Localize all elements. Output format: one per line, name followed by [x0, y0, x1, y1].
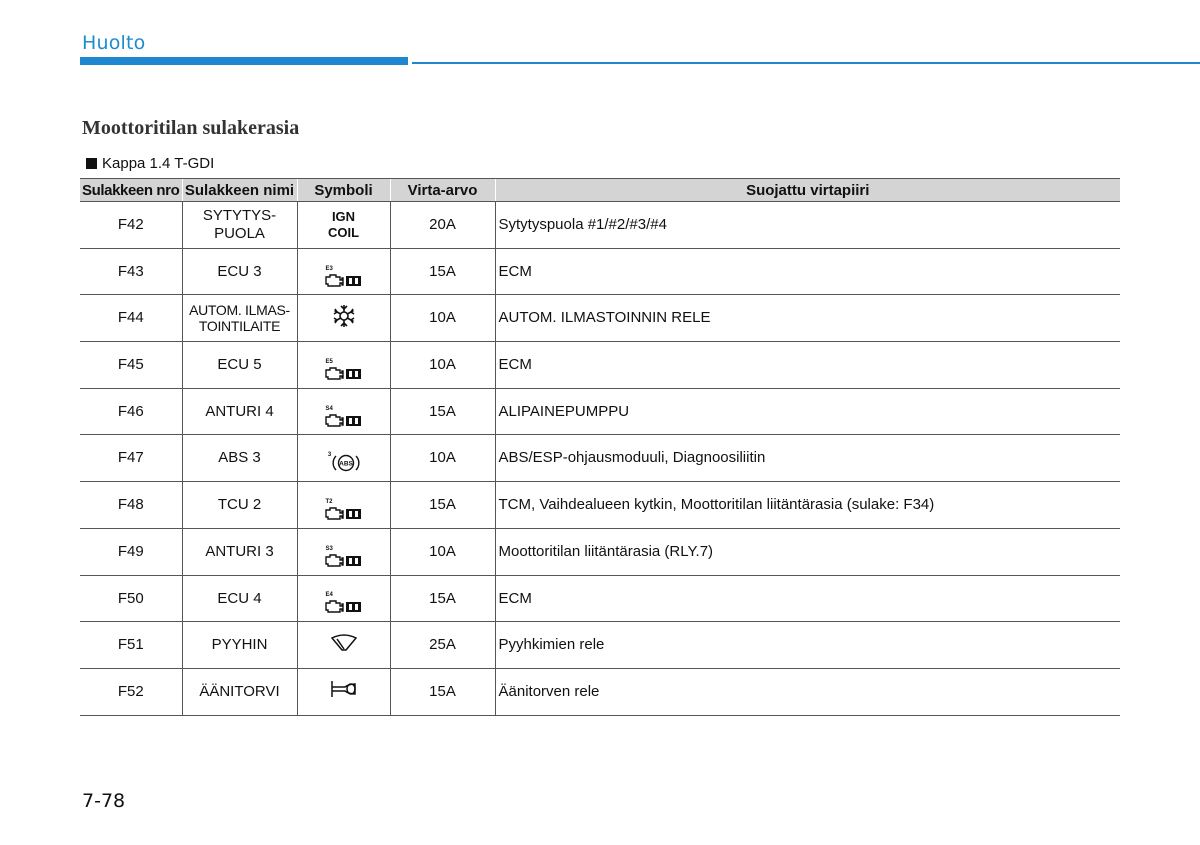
- fuse-rating: 15A: [390, 575, 495, 622]
- fuse-name: ECU 5: [182, 342, 297, 389]
- fuse-name: ANTURI 3: [182, 528, 297, 575]
- fuse-name: ABS 3: [182, 435, 297, 482]
- fuse-rating: 15A: [390, 482, 495, 529]
- header-rule-thick: [80, 57, 408, 65]
- fuse-rating: 15A: [390, 388, 495, 435]
- fuse-number: F48: [80, 482, 182, 529]
- engine-ecu-icon: [324, 546, 364, 567]
- fuse-symbol: [297, 388, 390, 435]
- fuse-name-line: SYTYTYS-: [202, 207, 277, 225]
- fuse-rating: 10A: [390, 342, 495, 389]
- fuse-rating: 10A: [390, 435, 495, 482]
- fuse-rating: 15A: [390, 668, 495, 715]
- fuse-circuit: TCM, Vaihdealueen kytkin, Moottoritilan liitäntärasia (sulake: F34): [495, 482, 1120, 529]
- abs-text: ABS: [339, 460, 354, 468]
- fuse-table: [80, 178, 1120, 716]
- symbol-label: S4: [325, 405, 333, 412]
- ign-coil-icon: [328, 209, 359, 242]
- fuse-symbol: [297, 622, 390, 669]
- fuse-number: F46: [80, 388, 182, 435]
- engine-ecu-icon: [324, 266, 364, 287]
- wiper-icon: [330, 633, 358, 653]
- ign-coil-text: IGN: [331, 209, 356, 225]
- symbol-label: E4: [325, 592, 333, 599]
- table-row: [80, 622, 1120, 669]
- fuse-number: F44: [80, 295, 182, 342]
- table-row: [80, 248, 1120, 295]
- engine-ecu-icon: [324, 359, 364, 380]
- fuse-name: PYYHIN: [182, 622, 297, 669]
- engine-ecu-icon: [324, 499, 364, 520]
- fuse-name: ECU 3: [182, 248, 297, 295]
- fuse-circuit: Sytytyspuola #1/#2/#3/#4: [495, 202, 1120, 249]
- fuse-circuit: ABS/ESP-ohjausmoduuli, Diagnoosiliitin: [495, 435, 1120, 482]
- fuse-circuit: Äänitorven rele: [495, 668, 1120, 715]
- table-row: [80, 388, 1120, 435]
- horn-icon: [329, 678, 359, 700]
- table-row: [80, 482, 1120, 529]
- fuse-rating: 10A: [390, 528, 495, 575]
- fuse-number: F50: [80, 575, 182, 622]
- fuse-name: ECU 4: [182, 575, 297, 622]
- fuse-rating: 10A: [390, 295, 495, 342]
- fuse-symbol: [297, 482, 390, 529]
- table-row: [80, 575, 1120, 622]
- fuse-name: [182, 295, 297, 342]
- symbol-label: S3: [325, 545, 333, 552]
- table-row: [80, 435, 1120, 482]
- ign-coil-text: COIL: [327, 225, 360, 241]
- table-row: [80, 202, 1120, 249]
- fuse-number: F47: [80, 435, 182, 482]
- fuse-symbol: [297, 248, 390, 295]
- fuse-symbol: [297, 528, 390, 575]
- fuse-rating: 15A: [390, 248, 495, 295]
- table-row: [80, 295, 1120, 342]
- fuse-name: ANTURI 4: [182, 388, 297, 435]
- fuse-name-line: PUOLA: [214, 224, 265, 242]
- fuse-symbol: [297, 342, 390, 389]
- subtitle-text: Kappa 1.4 T-GDI: [102, 155, 215, 172]
- fuse-symbol: [297, 575, 390, 622]
- fuse-number: F49: [80, 528, 182, 575]
- engine-subtitle: [86, 155, 214, 172]
- fuse-symbol: [297, 295, 390, 342]
- column-header-symbol: Symboli: [297, 179, 390, 202]
- fuse-circuit: Pyyhkimien rele: [495, 622, 1120, 669]
- fuse-rating: 25A: [390, 622, 495, 669]
- fuse-number: F51: [80, 622, 182, 669]
- page-number: 7-78: [82, 790, 126, 812]
- snowflake-icon: [332, 304, 356, 328]
- fuse-circuit: AUTOM. ILMASTOINNIN RELE: [495, 295, 1120, 342]
- fuse-rating: 20A: [390, 202, 495, 249]
- engine-ecu-icon: [324, 592, 364, 613]
- engine-ecu-icon: [324, 406, 364, 427]
- bullet-square-icon: [86, 158, 97, 169]
- header-rule-thin: [412, 62, 1200, 64]
- fuse-circuit: ALIPAINEPUMPPU: [495, 388, 1120, 435]
- fuse-name-line: TOINTILAITE: [198, 318, 281, 335]
- fuse-number: F43: [80, 248, 182, 295]
- table-row: [80, 668, 1120, 715]
- table-header-row: [80, 179, 1120, 202]
- column-header-nro: Sulakkeen nro: [80, 179, 182, 202]
- column-header-circuit: Suojattu virtapiiri: [495, 179, 1120, 202]
- fuse-name: TCU 2: [182, 482, 297, 529]
- column-header-name: Sulakkeen nimi: [182, 179, 297, 202]
- fuse-number: F52: [80, 668, 182, 715]
- fuse-circuit: ECM: [495, 575, 1120, 622]
- symbol-label: E3: [325, 265, 333, 272]
- fuse-name: ÄÄNITORVI: [182, 668, 297, 715]
- page-title: Moottoritilan sulakerasia: [82, 117, 300, 139]
- fuse-circuit: Moottoritilan liitäntärasia (RLY.7): [495, 528, 1120, 575]
- fuse-name-line: AUTOM. ILMAS-: [189, 301, 290, 318]
- fuse-circuit: ECM: [495, 342, 1120, 389]
- symbol-label: T2: [325, 498, 333, 505]
- fuse-number: F42: [80, 202, 182, 249]
- symbol-label: E5: [325, 358, 333, 365]
- abs-icon: [326, 452, 361, 474]
- fuse-symbol: [297, 202, 390, 249]
- fuse-name: [182, 202, 297, 249]
- table-row: [80, 342, 1120, 389]
- fuse-symbol: [297, 435, 390, 482]
- fuse-number: F45: [80, 342, 182, 389]
- column-header-rating: Virta-arvo: [390, 179, 495, 202]
- section-heading: Huolto: [82, 32, 146, 54]
- fuse-circuit: ECM: [495, 248, 1120, 295]
- table-row: [80, 528, 1120, 575]
- symbol-label: 3: [327, 451, 332, 458]
- fuse-symbol: [297, 668, 390, 715]
